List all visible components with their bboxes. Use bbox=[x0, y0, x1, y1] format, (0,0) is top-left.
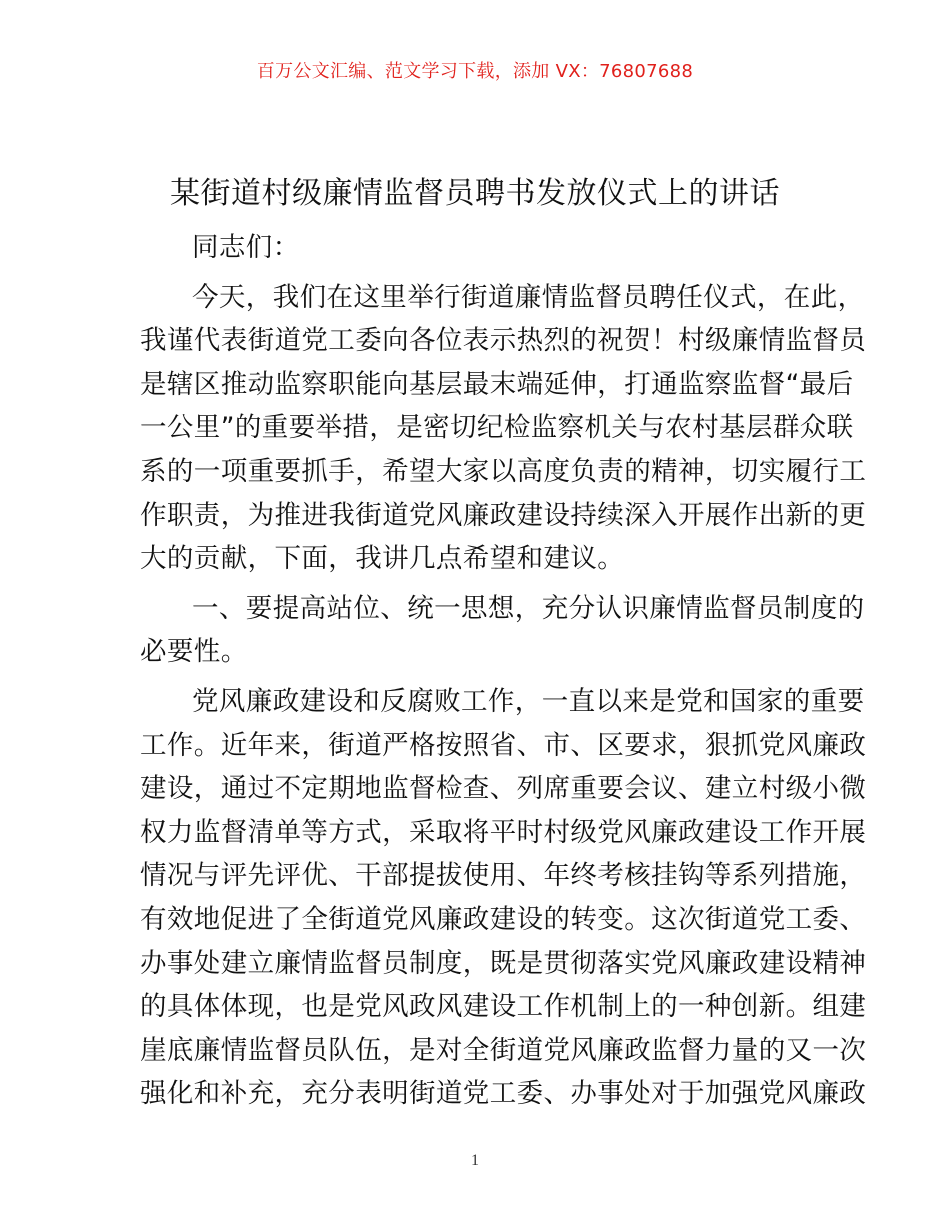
paragraph-line: 系的一项重要抓手，希望大家以高度负责的精神，切实履行工 bbox=[140, 455, 867, 487]
paragraph-line: 我谨代表街道党工委向各位表示热烈的祝贺！村级廉情监督员 bbox=[140, 325, 867, 357]
section-heading-1 bbox=[140, 587, 865, 674]
salutation: 同志们： bbox=[192, 232, 300, 263]
paragraph-line: 情况与评先评优、干部提拔使用、年终考核挂钩等系列措施， bbox=[140, 860, 867, 892]
paragraph-line: 的具体体现，也是党风政风建设工作机制上的一种创新。组建 bbox=[140, 991, 867, 1023]
paragraph-line: 是辖区推动监察职能向基层最末端延伸，打通监察监督“最后 bbox=[140, 368, 854, 400]
paragraph-line: 今天，我们在这里举行街道廉情监督员聘任仪式，在此， bbox=[192, 281, 865, 313]
paragraph-line: 大的贡献，下面，我讲几点希望和建议。 bbox=[140, 543, 625, 575]
paragraph-line: 崖底廉情监督员队伍，是对全街道党风廉政监督力量的又一次 bbox=[140, 1034, 867, 1066]
paragraph-line: 权力监督清单等方式，采取将平时村级党风廉政建设工作开展 bbox=[140, 816, 867, 848]
document-body bbox=[140, 226, 867, 1116]
paragraph-line: 办事处建立廉情监督员制度，既是贯彻落实党风廉政建设精神 bbox=[140, 947, 867, 979]
heading-line: 一、要提高站位、统一思想，充分认识廉情监督员制度的 bbox=[192, 592, 865, 624]
paragraph-line: 有效地促进了全街道党风廉政建设的转变。这次街道党工委、 bbox=[140, 903, 867, 935]
paragraph-line: 作职责，为推进我街道党风廉政建设持续深入开展作出新的更 bbox=[140, 499, 867, 531]
paragraph-line: 党风廉政建设和反腐败工作，一直以来是党和国家的重要 bbox=[192, 685, 865, 717]
document-title: 某街道村级廉情监督员聘书发放仪式上的讲话 bbox=[170, 176, 780, 211]
paragraph-line: 一公里”的重要举措，是密切纪检监察机关与农村基层群众联 bbox=[140, 412, 854, 444]
paragraph-line: 建设，通过不定期地监督检查、列席重要会议、建立村级小微 bbox=[140, 773, 867, 805]
watermark-header: 百万公文汇编、范文学习下载，添加 VX：76807688 bbox=[256, 61, 694, 82]
paragraph-body bbox=[140, 680, 867, 1116]
paragraph-line: 强化和补充，充分表明街道党工委、办事处对于加强党风廉政 bbox=[140, 1078, 867, 1110]
page-number: 1 bbox=[471, 1152, 479, 1169]
paragraph-line: 工作。近年来，街道严格按照省、市、区要求，狠抓党风廉政 bbox=[140, 729, 867, 761]
heading-line: 必要性。 bbox=[140, 636, 248, 668]
paragraph-opening bbox=[140, 276, 867, 581]
